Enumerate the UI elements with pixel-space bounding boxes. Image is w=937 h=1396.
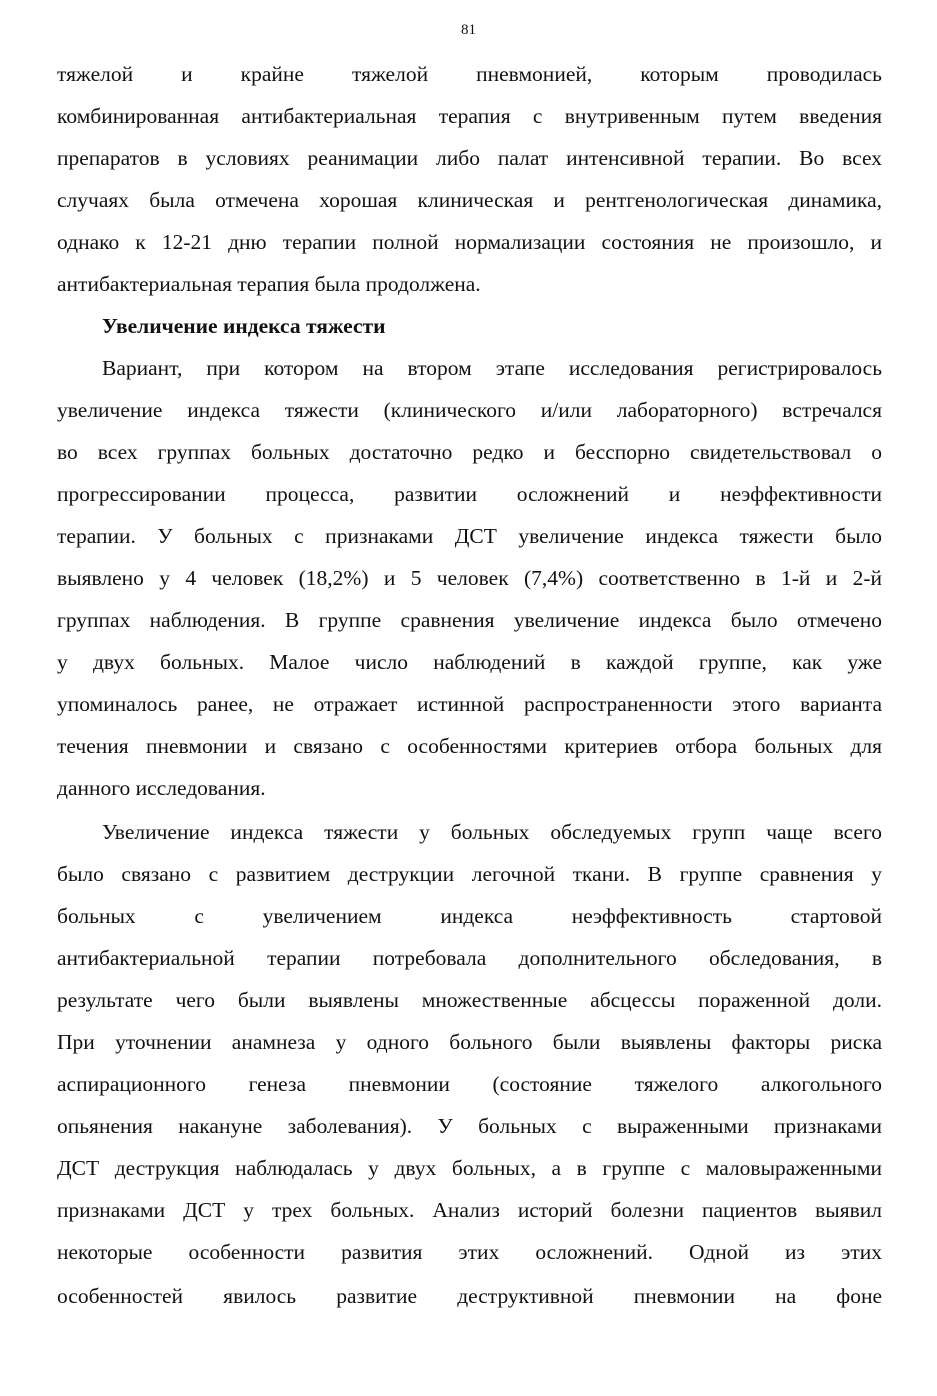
text-line: терапии. У больных с признаками ДСТ увеличение индекса тяжести было [57, 524, 882, 548]
text-line: ДСТ деструкция наблюдалась у двух больных, а в группе с маловыраженными [57, 1156, 882, 1180]
text-line: данного исследования. [57, 776, 266, 800]
text-line: однако к 12-21 дню терапии полной нормализации состояния не произошло, и [57, 230, 882, 254]
text-line: результате чего были выявлены множественные абсцессы пораженной доли. [57, 988, 882, 1012]
text-line: некоторые особенности развития этих осложнений. Одной из этих [57, 1240, 882, 1264]
text-line: случаях была отмечена хорошая клиническая и рентгенологическая динамика, [57, 188, 882, 212]
page-number: 81 [461, 22, 476, 38]
text-line: комбинированная антибактериальная терапия с внутривенным путем введения [57, 104, 882, 128]
text-line: опьянения накануне заболевания). У больных с выраженными признаками [57, 1114, 882, 1138]
text-line: особенностей явилось развитие деструктивной пневмонии на фоне [57, 1284, 882, 1308]
text-line: увеличение индекса тяжести (клинического и/или лабораторного) встречался [57, 398, 882, 422]
text-line: антибактериальная терапия была продолжена. [57, 272, 481, 296]
text-line: группах наблюдения. В группе сравнения увеличение индекса было отмечено [57, 608, 882, 632]
text-line: выявлено у 4 человек (18,2%) и 5 человек (7,4%) соответственно в 1-й и 2-й [57, 566, 882, 590]
text-line: аспирационного генеза пневмонии (состояние тяжелого алкогольного [57, 1072, 882, 1096]
text-line: больных с увеличением индекса неэффективность стартовой [57, 904, 882, 928]
text-line: признаками ДСТ у трех больных. Анализ историй болезни пациентов выявил [57, 1198, 882, 1222]
text-line: При уточнении анамнеза у одного больного были выявлены факторы риска [57, 1030, 882, 1054]
text-line: течения пневмонии и связано с особенностями критериев отбора больных для [57, 734, 882, 758]
text-line: было связано с развитием деструкции легочной ткани. В группе сравнения у [57, 862, 882, 886]
text-line: у двух больных. Малое число наблюдений в каждой группе, как уже [57, 650, 882, 674]
text-line: Увеличение индекса тяжести у больных обследуемых групп чаще всего [102, 820, 882, 844]
text-line: прогрессировании процесса, развитии осложнений и неэффективности [57, 482, 882, 506]
text-line: во всех группах больных достаточно редко и бесспорно свидетельствовал о [57, 440, 882, 464]
text-line: Вариант, при котором на втором этапе исследования регистрировалось [102, 356, 882, 380]
text-line: тяжелой и крайне тяжелой пневмонией, которым проводилась [57, 62, 882, 86]
section-heading: Увеличение индекса тяжести [102, 314, 386, 338]
text-line: упоминалось ранее, не отражает истинной распространенности этого варианта [57, 692, 882, 716]
text-line: препаратов в условиях реанимации либо палат интенсивной терапии. Во всех [57, 146, 882, 170]
text-line: антибактериальной терапии потребовала дополнительного обследования, в [57, 946, 882, 970]
